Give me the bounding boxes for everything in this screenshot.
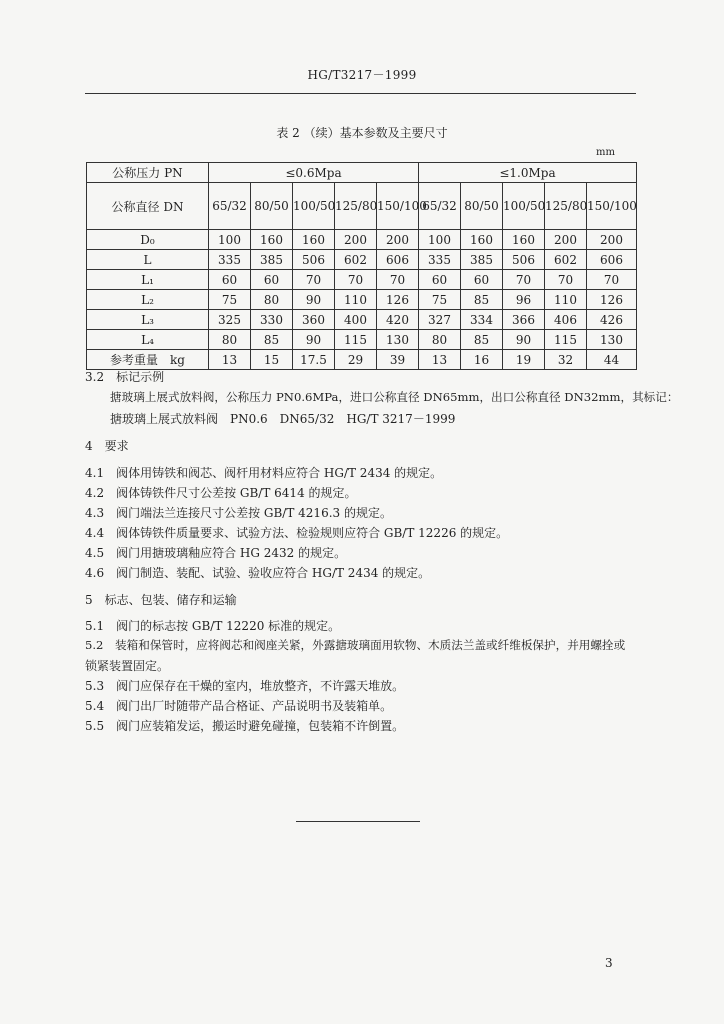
table-cell: 385 xyxy=(461,250,503,270)
table-cell: 13 xyxy=(419,350,461,370)
table-cell: 426 xyxy=(587,310,637,330)
dn-value-cell: 125/80 xyxy=(545,183,587,230)
table-cell: 160 xyxy=(293,230,335,250)
table-cell: 44 xyxy=(587,350,637,370)
pn-group-cell: ≤1.0Mpa xyxy=(419,163,637,183)
table-cell: 110 xyxy=(545,290,587,310)
dn-label-cell: 公称直径 DN xyxy=(87,183,209,230)
dn-value-cell: 80/50 xyxy=(461,183,503,230)
section-3-2-heading: 3.2 标记示例 xyxy=(85,370,165,384)
table-row xyxy=(87,183,637,230)
dn-value-cell: 65/32 xyxy=(209,183,251,230)
table-cell: 335 xyxy=(419,250,461,270)
table-cell: 60 xyxy=(209,270,251,290)
table-cell: 100 xyxy=(419,230,461,250)
marking-example-designation: 搪玻璃上展式放料阀 PN0.6 DN65/32 HG/T 3217－1999 xyxy=(110,412,456,426)
row-label-cell: D₀ xyxy=(87,230,209,250)
table-cell: 39 xyxy=(377,350,419,370)
dn-value-cell: 80/50 xyxy=(251,183,293,230)
table-row xyxy=(87,290,637,310)
clause-4-6: 4.6 阀门制造、装配、试验、验收应符合 HG/T 2434 的规定。 xyxy=(85,566,431,580)
table-cell: 80 xyxy=(209,330,251,350)
table-row xyxy=(87,270,637,290)
section-5-heading: 5 标志、包装、储存和运输 xyxy=(85,593,237,607)
table-cell: 406 xyxy=(545,310,587,330)
row-label-cell: L₄ xyxy=(87,330,209,350)
table-cell: 200 xyxy=(377,230,419,250)
table-cell: 130 xyxy=(377,330,419,350)
table-row xyxy=(87,310,637,330)
table-cell: 70 xyxy=(377,270,419,290)
clause-5-4: 5.4 阀门出厂时随带产品合格证、产品说明书及装箱单。 xyxy=(85,699,393,713)
table-cell: 200 xyxy=(335,230,377,250)
table-caption: 表 2 （续）基本参数及主要尺寸 xyxy=(276,126,448,140)
table-cell: 60 xyxy=(419,270,461,290)
table-cell: 115 xyxy=(335,330,377,350)
table-cell: 100 xyxy=(209,230,251,250)
table-cell: 160 xyxy=(461,230,503,250)
clause-5-1: 5.1 阀门的标志按 GB/T 12220 标准的规定。 xyxy=(85,619,341,633)
clause-5-5: 5.5 阀门应装箱发运，搬运时避免碰撞，包装箱不许倒置。 xyxy=(85,719,405,733)
table-row xyxy=(87,163,637,183)
table-cell: 160 xyxy=(251,230,293,250)
table-row xyxy=(87,350,637,370)
table-cell: 606 xyxy=(377,250,419,270)
table-cell: 200 xyxy=(587,230,637,250)
table-cell: 126 xyxy=(587,290,637,310)
parameters-table xyxy=(86,162,637,370)
table-cell: 75 xyxy=(209,290,251,310)
table-cell: 85 xyxy=(461,330,503,350)
dn-value-cell: 125/80 xyxy=(335,183,377,230)
clause-4-4: 4.4 阀体铸铁件质量要求、试验方法、检验规则应符合 GB/T 12226 的规定。 xyxy=(85,526,509,540)
clause-4-2: 4.2 阀体铸铁件尺寸公差按 GB/T 6414 的规定。 xyxy=(85,486,357,500)
clause-5-3: 5.3 阀门应保存在干燥的室内，堆放整齐，不许露天堆放。 xyxy=(85,679,405,693)
page-number: 3 xyxy=(605,956,613,970)
table-cell: 110 xyxy=(335,290,377,310)
table-cell: 506 xyxy=(293,250,335,270)
table-cell: 366 xyxy=(503,310,545,330)
dn-value-cell: 100/50 xyxy=(503,183,545,230)
table-row xyxy=(87,250,637,270)
row-label-cell: L₂ xyxy=(87,290,209,310)
table-cell: 75 xyxy=(419,290,461,310)
table-cell: 96 xyxy=(503,290,545,310)
table-cell: 420 xyxy=(377,310,419,330)
table-cell: 325 xyxy=(209,310,251,330)
pn-group-cell: ≤0.6Mpa xyxy=(209,163,419,183)
table-cell: 17.5 xyxy=(293,350,335,370)
table-cell: 85 xyxy=(251,330,293,350)
table-cell: 400 xyxy=(335,310,377,330)
table-cell: 200 xyxy=(545,230,587,250)
clause-5-2-continued: 锁紧装置固定。 xyxy=(85,659,170,673)
table-cell: 330 xyxy=(251,310,293,330)
table-cell: 385 xyxy=(251,250,293,270)
table-cell: 335 xyxy=(209,250,251,270)
table-row xyxy=(87,330,637,350)
table-cell: 70 xyxy=(335,270,377,290)
header-rule xyxy=(85,93,636,94)
table-cell: 90 xyxy=(293,330,335,350)
dn-value-cell: 65/32 xyxy=(419,183,461,230)
table-cell: 334 xyxy=(461,310,503,330)
table-cell: 16 xyxy=(461,350,503,370)
marking-example-text: 搪玻璃上展式放料阀，公称压力 PN0.6MPa，进口公称直径 DN65mm，出口公称直径 DN32mm，其标记： xyxy=(110,390,679,404)
table-cell: 32 xyxy=(545,350,587,370)
table-row xyxy=(87,230,637,250)
table-cell: 70 xyxy=(503,270,545,290)
table-cell: 80 xyxy=(419,330,461,350)
row-label-cell: L₁ xyxy=(87,270,209,290)
running-header: HG/T3217－1999 xyxy=(307,68,417,82)
table-cell: 19 xyxy=(503,350,545,370)
table-cell: 15 xyxy=(251,350,293,370)
row-label-cell: L xyxy=(87,250,209,270)
table-cell: 90 xyxy=(293,290,335,310)
table-cell: 80 xyxy=(251,290,293,310)
clause-4-3: 4.3 阀门端法兰连接尺寸公差按 GB/T 4216.3 的规定。 xyxy=(85,506,392,520)
table-cell: 70 xyxy=(545,270,587,290)
table-cell: 602 xyxy=(545,250,587,270)
clause-4-1: 4.1 阀体用铸铁和阀芯、阀杆用材料应符合 HG/T 2434 的规定。 xyxy=(85,466,443,480)
table-cell: 115 xyxy=(545,330,587,350)
table-cell: 606 xyxy=(587,250,637,270)
table-cell: 90 xyxy=(503,330,545,350)
table-cell: 13 xyxy=(209,350,251,370)
table-cell: 70 xyxy=(293,270,335,290)
pn-label-cell: 公称压力 PN xyxy=(87,163,209,183)
table-cell: 85 xyxy=(461,290,503,310)
table-cell: 60 xyxy=(251,270,293,290)
clause-5-2: 5.2 装箱和保管时，应将阀芯和阀座关紧，外露搪玻璃面用软物、木质法兰盖或纤维板保护，并用螺拴或 xyxy=(85,638,626,652)
dn-value-cell: 150/100 xyxy=(377,183,419,230)
clause-4-5: 4.5 阀门用搪玻璃釉应符合 HG 2432 的规定。 xyxy=(85,546,347,560)
table-cell: 160 xyxy=(503,230,545,250)
table-cell: 70 xyxy=(587,270,637,290)
section-4-heading: 4 要求 xyxy=(85,439,129,453)
table-cell: 126 xyxy=(377,290,419,310)
row-label-cell: 参考重量 kg xyxy=(87,350,209,370)
row-label-cell: L₃ xyxy=(87,310,209,330)
table-cell: 506 xyxy=(503,250,545,270)
table-cell: 60 xyxy=(461,270,503,290)
dn-value-cell: 100/50 xyxy=(293,183,335,230)
table-cell: 327 xyxy=(419,310,461,330)
table-cell: 130 xyxy=(587,330,637,350)
dn-value-cell: 150/100 xyxy=(587,183,637,230)
table-cell: 360 xyxy=(293,310,335,330)
table-cell: 602 xyxy=(335,250,377,270)
end-rule xyxy=(296,821,420,822)
table-cell: 29 xyxy=(335,350,377,370)
table-unit: mm xyxy=(596,147,615,158)
